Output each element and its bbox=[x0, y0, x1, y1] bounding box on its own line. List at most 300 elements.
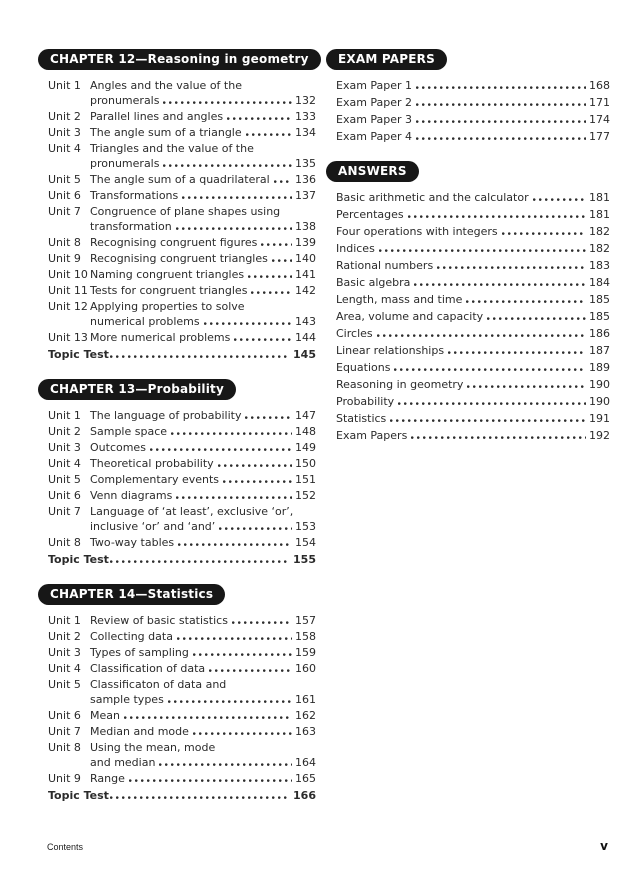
title-line: Triangles and the value of the bbox=[90, 142, 254, 155]
entry-body bbox=[90, 141, 316, 171]
title-last-line bbox=[336, 241, 610, 256]
unit-label: Unit 7 bbox=[48, 205, 81, 218]
dot-leader bbox=[163, 101, 292, 104]
entry-body bbox=[90, 408, 316, 423]
title-text: Tests for congruent triangles bbox=[90, 284, 248, 297]
title-last-line bbox=[336, 360, 610, 375]
page-number: 183 bbox=[589, 259, 610, 272]
entry-body bbox=[90, 677, 316, 707]
toc-section bbox=[38, 378, 316, 567]
title-text: pronumerals bbox=[90, 157, 160, 170]
entry-body bbox=[336, 207, 610, 222]
entry-list bbox=[38, 613, 316, 803]
title-last-line bbox=[336, 411, 610, 426]
page-number: 184 bbox=[589, 276, 610, 289]
toc-entry bbox=[48, 488, 316, 503]
entry-body bbox=[336, 190, 610, 205]
dot-leader bbox=[182, 196, 292, 199]
title-text: sample types bbox=[90, 693, 164, 706]
dot-leader bbox=[218, 464, 292, 467]
title-last-line bbox=[48, 552, 316, 567]
dot-leader bbox=[272, 259, 292, 262]
entry-body bbox=[336, 258, 610, 273]
toc-section bbox=[326, 48, 610, 144]
left-column bbox=[38, 48, 316, 804]
title-last-line bbox=[90, 267, 316, 282]
title-text: Probability bbox=[336, 395, 395, 408]
toc-entry bbox=[48, 535, 316, 550]
topic-test-entry bbox=[48, 788, 316, 803]
title-last-line bbox=[90, 235, 316, 250]
dot-leader bbox=[411, 436, 586, 439]
dot-leader bbox=[150, 448, 292, 451]
toc-entry bbox=[336, 292, 610, 307]
toc-entry bbox=[336, 343, 610, 358]
title-text: Review of basic statistics bbox=[90, 614, 228, 627]
dot-leader bbox=[533, 198, 586, 201]
title-last-line bbox=[90, 408, 316, 423]
dot-leader bbox=[129, 779, 292, 782]
title-line: Applying properties to solve bbox=[90, 300, 245, 313]
entry-body bbox=[336, 428, 610, 443]
title-line: Classificaton of data and bbox=[90, 678, 227, 691]
entry-body bbox=[336, 411, 610, 426]
unit-label: Unit 9 bbox=[48, 772, 81, 785]
toc-entry bbox=[336, 207, 610, 222]
dot-leader bbox=[223, 480, 292, 483]
dot-leader bbox=[248, 275, 292, 278]
toc-entry bbox=[336, 326, 610, 341]
title-text: and median bbox=[90, 756, 156, 769]
title-last-line bbox=[90, 661, 316, 676]
entry-body bbox=[90, 645, 316, 660]
unit-label: Unit 4 bbox=[48, 662, 81, 675]
toc-entry bbox=[48, 188, 316, 203]
unit-label: Unit 6 bbox=[48, 709, 81, 722]
unit-label: Unit 4 bbox=[48, 142, 81, 155]
title-text: Outcomes bbox=[90, 441, 146, 454]
unit-label: Unit 3 bbox=[48, 441, 81, 454]
title-line: Congruence of plane shapes using bbox=[90, 205, 281, 218]
unit-label: Unit 4 bbox=[48, 457, 81, 470]
dot-leader bbox=[261, 243, 292, 246]
section-header-pill: ANSWERS bbox=[326, 161, 419, 182]
title-text: Naming congruent triangles bbox=[90, 268, 245, 281]
entry-body bbox=[90, 724, 316, 739]
title-text: Sample space bbox=[90, 425, 168, 438]
entry-body bbox=[336, 377, 610, 392]
dot-leader bbox=[437, 266, 586, 269]
entry-body bbox=[336, 95, 610, 110]
toc-entry bbox=[336, 190, 610, 205]
page-number: 143 bbox=[295, 315, 316, 328]
title-last-line bbox=[336, 190, 610, 205]
dot-leader bbox=[414, 283, 586, 286]
entry-body bbox=[336, 309, 610, 324]
title-text: Basic arithmetic and the calculator bbox=[336, 191, 529, 204]
page-number: 150 bbox=[295, 457, 316, 470]
page-number: 161 bbox=[295, 693, 316, 706]
toc-entry bbox=[336, 241, 610, 256]
topic-test-entry bbox=[48, 347, 316, 362]
toc-section bbox=[326, 160, 610, 443]
unit-label: Unit 13 bbox=[48, 331, 88, 344]
dot-leader bbox=[234, 338, 292, 341]
unit-label: Unit 3 bbox=[48, 126, 81, 139]
page-number: 145 bbox=[293, 348, 316, 361]
entry-body bbox=[90, 125, 316, 140]
section-header-pill: CHAPTER 13—Probability bbox=[38, 379, 236, 400]
toc-entry bbox=[48, 283, 316, 298]
toc-entry bbox=[48, 78, 316, 108]
dot-leader bbox=[377, 334, 586, 337]
title-last-line bbox=[336, 377, 610, 392]
title-last-line bbox=[336, 112, 610, 127]
title-text: Circles bbox=[336, 327, 373, 340]
title-last-line bbox=[336, 207, 610, 222]
entry-body bbox=[90, 472, 316, 487]
toc-entry bbox=[48, 141, 316, 171]
title-text: inclusive ‘or’ and ‘and’ bbox=[90, 520, 216, 533]
title-last-line bbox=[90, 93, 316, 108]
toc-entry bbox=[48, 299, 316, 329]
title-text: Rational numbers bbox=[336, 259, 434, 272]
dot-leader bbox=[124, 716, 292, 719]
page-number: 185 bbox=[589, 293, 610, 306]
title-last-line bbox=[336, 394, 610, 409]
unit-label: Unit 10 bbox=[48, 268, 88, 281]
entry-body bbox=[336, 112, 610, 127]
title-text: Classification of data bbox=[90, 662, 206, 675]
entry-body bbox=[336, 343, 610, 358]
unit-label: Unit 3 bbox=[48, 646, 81, 659]
unit-label: Unit 7 bbox=[48, 505, 81, 518]
page-number-folio: v bbox=[600, 839, 608, 853]
title-text: Median and mode bbox=[90, 725, 189, 738]
title-text: More numerical problems bbox=[90, 331, 231, 344]
page-number: 182 bbox=[589, 242, 610, 255]
toc-entry bbox=[48, 645, 316, 660]
page-number: 142 bbox=[295, 284, 316, 297]
entry-body bbox=[90, 235, 316, 250]
dot-leader bbox=[110, 796, 290, 799]
title-text: Linear relationships bbox=[336, 344, 445, 357]
title-text: Transformations bbox=[90, 189, 179, 202]
page-number: 164 bbox=[295, 756, 316, 769]
title-line: Angles and the value of the bbox=[90, 79, 242, 92]
entry-body bbox=[90, 267, 316, 282]
entry-body bbox=[90, 330, 316, 345]
dot-leader bbox=[246, 133, 292, 136]
unit-label: Unit 2 bbox=[48, 630, 81, 643]
title-last-line bbox=[90, 456, 316, 471]
title-last-line bbox=[90, 724, 316, 739]
dot-leader bbox=[176, 496, 292, 499]
toc-entry bbox=[48, 771, 316, 786]
dot-leader bbox=[251, 291, 292, 294]
entry-body bbox=[90, 78, 316, 108]
title-last-line bbox=[336, 258, 610, 273]
page-number: 139 bbox=[295, 236, 316, 249]
title-text: Theoretical probability bbox=[90, 457, 214, 470]
dot-leader bbox=[171, 432, 292, 435]
page-number: 181 bbox=[589, 191, 610, 204]
entry-body bbox=[90, 188, 316, 203]
dot-leader bbox=[227, 117, 292, 120]
title-text: numerical problems bbox=[90, 315, 200, 328]
title-text: Indices bbox=[336, 242, 375, 255]
title-text: The angle sum of a quadrilateral bbox=[90, 173, 270, 186]
title-text: Topic Test bbox=[48, 348, 109, 361]
title-text: transformation bbox=[90, 220, 172, 233]
toc-entry bbox=[48, 724, 316, 739]
entry-body bbox=[90, 629, 316, 644]
dot-leader bbox=[110, 560, 290, 563]
title-last-line bbox=[90, 219, 316, 234]
page-number: 135 bbox=[295, 157, 316, 170]
dot-leader bbox=[209, 669, 292, 672]
page-number: 189 bbox=[589, 361, 610, 374]
dot-leader bbox=[178, 543, 292, 546]
page-number: 166 bbox=[293, 789, 316, 802]
title-last-line bbox=[336, 224, 610, 239]
title-last-line bbox=[90, 613, 316, 628]
page-number: 192 bbox=[589, 429, 610, 442]
toc-entry bbox=[48, 708, 316, 723]
dot-leader bbox=[245, 416, 292, 419]
page-number: 190 bbox=[589, 378, 610, 391]
dot-leader bbox=[379, 249, 586, 252]
unit-label: Unit 2 bbox=[48, 110, 81, 123]
dot-leader bbox=[204, 322, 292, 325]
title-last-line bbox=[336, 78, 610, 93]
unit-label: Unit 5 bbox=[48, 173, 81, 186]
toc-entry bbox=[48, 740, 316, 770]
entry-body bbox=[90, 251, 316, 266]
toc-entry bbox=[336, 258, 610, 273]
title-last-line bbox=[90, 156, 316, 171]
page-number: 158 bbox=[295, 630, 316, 643]
unit-label: Unit 1 bbox=[48, 409, 81, 422]
title-last-line bbox=[90, 519, 316, 534]
toc-entry bbox=[336, 377, 610, 392]
title-last-line bbox=[90, 629, 316, 644]
title-text: Exam Paper 4 bbox=[336, 130, 413, 143]
title-text: Types of sampling bbox=[90, 646, 189, 659]
dot-leader bbox=[467, 385, 586, 388]
toc-entry bbox=[48, 251, 316, 266]
toc-entry bbox=[336, 129, 610, 144]
toc-entry bbox=[48, 109, 316, 124]
page-number: 149 bbox=[295, 441, 316, 454]
entry-body bbox=[90, 283, 316, 298]
title-last-line bbox=[336, 275, 610, 290]
title-last-line bbox=[90, 708, 316, 723]
entry-list bbox=[326, 190, 610, 443]
title-text: pronumerals bbox=[90, 94, 160, 107]
unit-label: Unit 5 bbox=[48, 473, 81, 486]
title-text: Exam Paper 2 bbox=[336, 96, 413, 109]
entry-body bbox=[90, 440, 316, 455]
unit-label: Unit 5 bbox=[48, 678, 81, 691]
toc-entry bbox=[336, 411, 610, 426]
toc-entry bbox=[48, 613, 316, 628]
toc-entry bbox=[336, 224, 610, 239]
page-number: 177 bbox=[589, 130, 610, 143]
page-number: 155 bbox=[293, 553, 316, 566]
title-last-line bbox=[90, 488, 316, 503]
title-text: Basic algebra bbox=[336, 276, 411, 289]
title-line: Using the mean, mode bbox=[90, 741, 216, 754]
title-last-line bbox=[48, 347, 316, 362]
unit-label: Unit 1 bbox=[48, 79, 81, 92]
page-number: 162 bbox=[295, 709, 316, 722]
entry-body bbox=[336, 78, 610, 93]
dot-leader bbox=[193, 653, 292, 656]
entry-body bbox=[90, 456, 316, 471]
unit-label: Unit 6 bbox=[48, 189, 81, 202]
dot-leader bbox=[232, 621, 292, 624]
entry-body bbox=[90, 740, 316, 770]
toc-entry bbox=[48, 330, 316, 345]
entry-body bbox=[90, 109, 316, 124]
unit-label: Unit 2 bbox=[48, 425, 81, 438]
dot-leader bbox=[193, 732, 292, 735]
dot-leader bbox=[416, 120, 586, 123]
entry-body bbox=[90, 535, 316, 550]
entry-body bbox=[90, 299, 316, 329]
section-header-pill: CHAPTER 14—Statistics bbox=[38, 584, 225, 605]
title-text: Topic Test bbox=[48, 789, 109, 802]
page-number: 151 bbox=[295, 473, 316, 486]
entry-body bbox=[90, 504, 316, 534]
entry-body bbox=[48, 788, 316, 803]
title-last-line bbox=[336, 428, 610, 443]
toc-entry bbox=[48, 424, 316, 439]
toc-entry bbox=[336, 360, 610, 375]
entry-list bbox=[326, 78, 610, 144]
title-line: Language of ‘at least’, exclusive ‘or’, bbox=[90, 505, 294, 518]
title-last-line bbox=[90, 172, 316, 187]
title-text: Equations bbox=[336, 361, 391, 374]
page-number: 137 bbox=[295, 189, 316, 202]
title-last-line bbox=[90, 440, 316, 455]
unit-label: Unit 7 bbox=[48, 725, 81, 738]
page-number: 138 bbox=[295, 220, 316, 233]
entry-body bbox=[336, 129, 610, 144]
dot-leader bbox=[416, 86, 586, 89]
entry-body bbox=[90, 172, 316, 187]
dot-leader bbox=[487, 317, 586, 320]
page-number: 144 bbox=[295, 331, 316, 344]
page-number: 134 bbox=[295, 126, 316, 139]
title-text: Exam Paper 3 bbox=[336, 113, 413, 126]
title-last-line bbox=[90, 535, 316, 550]
title-text: Venn diagrams bbox=[90, 489, 173, 502]
unit-label: Unit 8 bbox=[48, 536, 81, 549]
unit-label: Unit 12 bbox=[48, 300, 88, 313]
title-text: Complementary events bbox=[90, 473, 220, 486]
toc-entry bbox=[48, 235, 316, 250]
page-number: 160 bbox=[295, 662, 316, 675]
page-number: 182 bbox=[589, 225, 610, 238]
toc-entry bbox=[48, 204, 316, 234]
title-last-line bbox=[90, 692, 316, 707]
dot-leader bbox=[110, 355, 290, 358]
dot-leader bbox=[219, 527, 292, 530]
title-last-line bbox=[336, 95, 610, 110]
title-text: Four operations with integers bbox=[336, 225, 498, 238]
toc-entry bbox=[48, 472, 316, 487]
entry-list bbox=[38, 408, 316, 567]
title-text: Topic Test bbox=[48, 553, 109, 566]
dot-leader bbox=[390, 419, 586, 422]
title-last-line bbox=[90, 645, 316, 660]
title-text: Length, mass and time bbox=[336, 293, 463, 306]
entry-body bbox=[90, 708, 316, 723]
title-text: Parallel lines and angles bbox=[90, 110, 224, 123]
dot-leader bbox=[394, 368, 586, 371]
unit-label: Unit 8 bbox=[48, 236, 81, 249]
page-number: 132 bbox=[295, 94, 316, 107]
title-text: Exam Paper 1 bbox=[336, 79, 413, 92]
title-last-line bbox=[336, 292, 610, 307]
title-text: Area, volume and capacity bbox=[336, 310, 484, 323]
dot-leader bbox=[168, 700, 292, 703]
title-text: Mean bbox=[90, 709, 120, 722]
dot-leader bbox=[416, 103, 586, 106]
dot-leader bbox=[502, 232, 586, 235]
entry-body bbox=[336, 275, 610, 290]
title-last-line bbox=[90, 771, 316, 786]
entry-body bbox=[90, 661, 316, 676]
toc-entry bbox=[48, 504, 316, 534]
page-number: 181 bbox=[589, 208, 610, 221]
toc-entry bbox=[336, 112, 610, 127]
toc-section bbox=[38, 583, 316, 803]
page-number: 159 bbox=[295, 646, 316, 659]
title-last-line bbox=[90, 314, 316, 329]
page-number: 153 bbox=[295, 520, 316, 533]
title-last-line bbox=[90, 188, 316, 203]
entry-body bbox=[336, 241, 610, 256]
dot-leader bbox=[274, 180, 292, 183]
dot-leader bbox=[177, 637, 292, 640]
title-last-line bbox=[90, 330, 316, 345]
toc-entry bbox=[336, 309, 610, 324]
page-number: 133 bbox=[295, 110, 316, 123]
title-text: Reasoning in geometry bbox=[336, 378, 464, 391]
toc-entry bbox=[48, 267, 316, 282]
entry-body bbox=[48, 552, 316, 567]
page-number: 136 bbox=[295, 173, 316, 186]
title-last-line bbox=[90, 125, 316, 140]
title-last-line bbox=[90, 472, 316, 487]
page-number: 165 bbox=[295, 772, 316, 785]
dot-leader bbox=[398, 402, 586, 405]
footer-contents-label: Contents bbox=[47, 842, 84, 852]
dot-leader bbox=[163, 164, 292, 167]
page-number: 191 bbox=[589, 412, 610, 425]
toc-entry bbox=[48, 677, 316, 707]
page-number: 148 bbox=[295, 425, 316, 438]
entry-body bbox=[336, 292, 610, 307]
entry-body bbox=[336, 224, 610, 239]
title-last-line bbox=[90, 283, 316, 298]
page-number: 190 bbox=[589, 395, 610, 408]
toc-entry bbox=[48, 661, 316, 676]
toc-entry bbox=[48, 172, 316, 187]
